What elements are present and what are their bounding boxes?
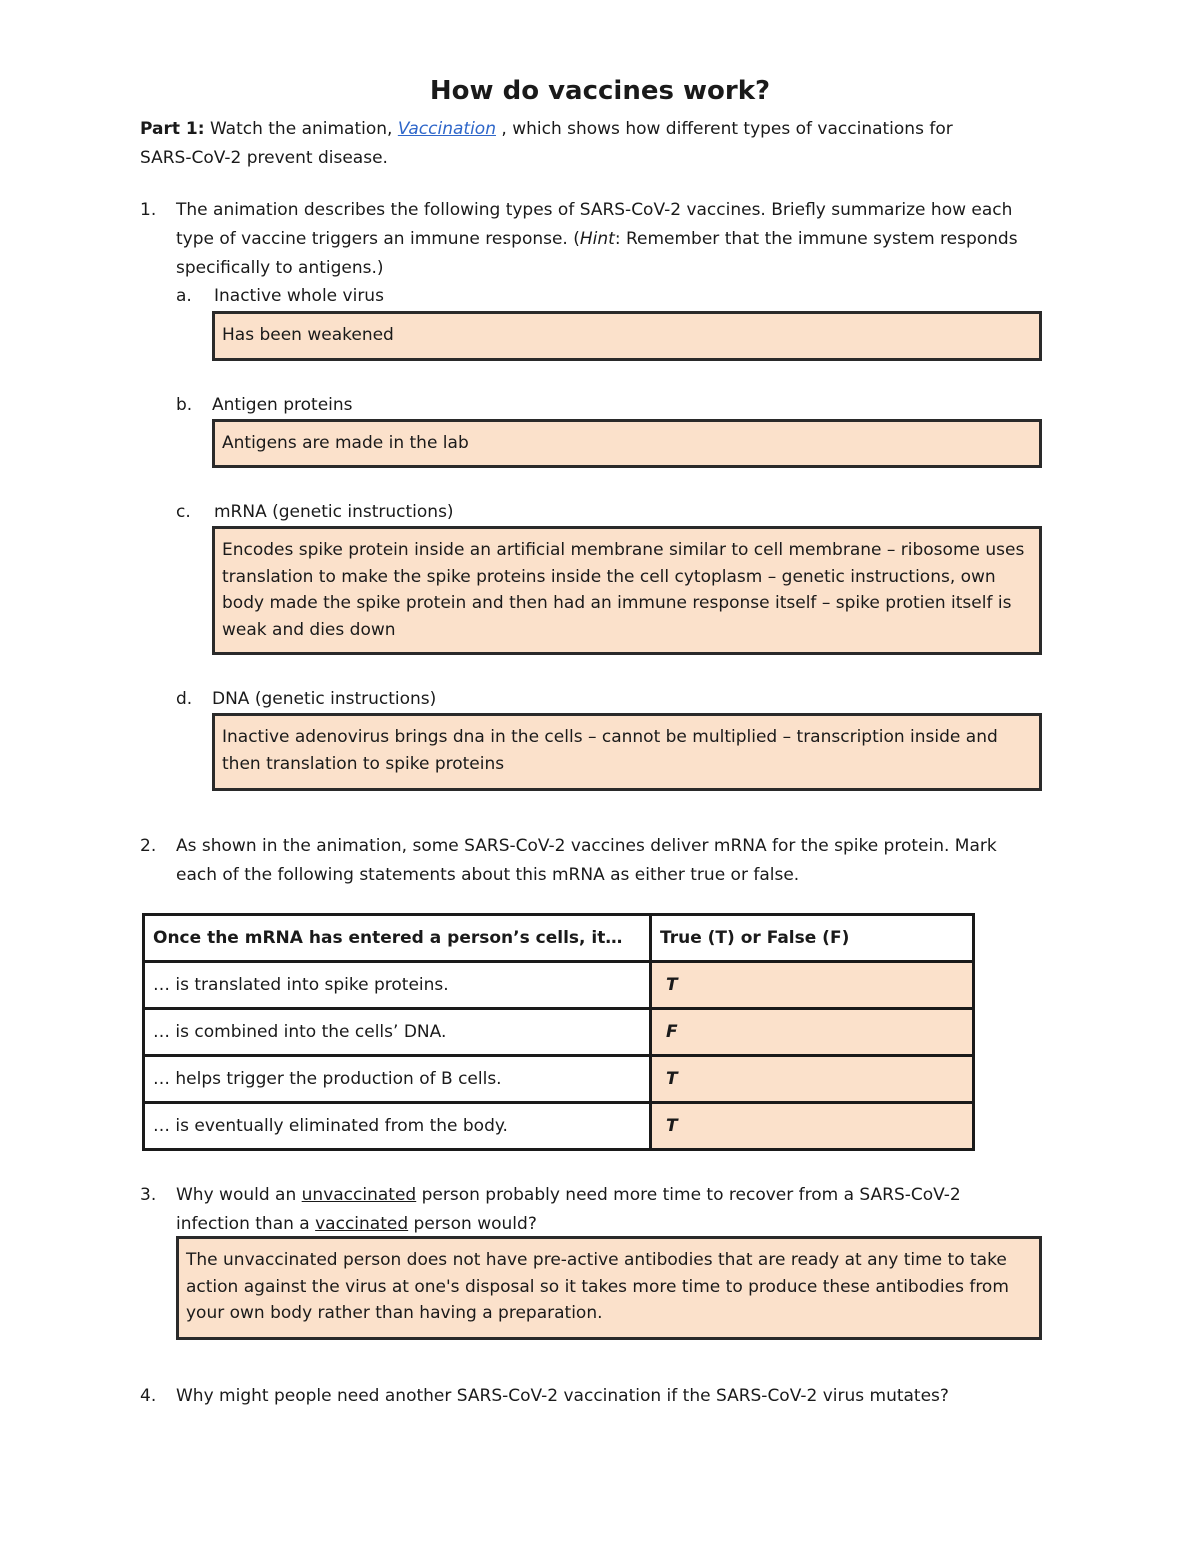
q1-text (176, 196, 1046, 283)
part1-instructions (140, 115, 1040, 173)
q2-line1: As shown in the animation, some SARS-CoV-2 vaccines deliver mRNA for the spike protein. Mark (176, 836, 997, 856)
q1-number: 1. (140, 200, 157, 220)
table-header-answer: True (T) or False (F) (651, 915, 974, 962)
q3-answer-box[interactable]: The unvaccinated person does not have pre-active antibodies that are ready at any time to take action against the virus at one's disposal so it takes more time to produce these antibodies from your own body rather than having a preparation. (176, 1236, 1042, 1340)
statement-cell: … helps trigger the production of B cells. (144, 1056, 651, 1103)
q1-line2-post: : Remember that the immune system responds (614, 229, 1018, 249)
q3-number: 3. (140, 1185, 157, 1205)
table-row (144, 1009, 974, 1056)
statement-cell: … is eventually eliminated from the body. (144, 1103, 651, 1150)
vaccination-link[interactable]: Vaccination (397, 119, 496, 139)
q1b-answer-box[interactable]: Antigens are made in the lab (212, 419, 1042, 468)
q3-line1-post: person probably need more time to recover from a SARS-CoV-2 (421, 1185, 961, 1205)
statement-cell: … is combined into the cells’ DNA. (144, 1009, 651, 1056)
q1d-label: DNA (genetic instructions) (212, 689, 437, 709)
true-false-table (142, 913, 975, 1151)
q1c-label: mRNA (genetic instructions) (214, 502, 454, 522)
table-row (144, 1103, 974, 1150)
q3-line2-post: person would? (413, 1214, 537, 1234)
q2-line2: each of the following statements about this mRNA as either true or false. (176, 865, 800, 885)
part1-text: Watch the animation, (209, 119, 393, 139)
q1c-letter: c. (176, 502, 191, 522)
statement-cell: … is translated into spike proteins. (144, 962, 651, 1009)
part1-text-cont: , which shows how different types of vaccinations for (501, 119, 953, 139)
q3-unvaccinated: unvaccinated (301, 1185, 417, 1205)
answer-cell[interactable]: T (651, 962, 974, 1009)
answer-cell[interactable]: T (651, 1056, 974, 1103)
q3-line2-pre: infection than a (176, 1214, 310, 1234)
q2-number: 2. (140, 836, 157, 856)
q2-text (176, 832, 1046, 890)
q1a-letter: a. (176, 286, 192, 306)
q1b-letter: b. (176, 395, 193, 415)
table-header-row (144, 915, 974, 962)
q1a-answer-box[interactable]: Has been weakened (212, 311, 1042, 361)
q1-line2-pre: type of vaccine triggers an immune response. ( (176, 229, 580, 249)
q1d-letter: d. (176, 689, 193, 709)
table-row (144, 1056, 974, 1103)
table-row (144, 962, 974, 1009)
q3-text (176, 1181, 1046, 1239)
q4-text: Why might people need another SARS-CoV-2 vaccination if the SARS-CoV-2 virus mutates? (176, 1386, 949, 1406)
q1b-label: Antigen proteins (212, 395, 353, 415)
part1-line2: SARS-CoV-2 prevent disease. (140, 148, 388, 168)
q1-line3: specifically to antigens.) (176, 258, 384, 278)
q3-line1-pre: Why would an (176, 1185, 297, 1205)
q4-number: 4. (140, 1386, 157, 1406)
q3-vaccinated: vaccinated (315, 1214, 409, 1234)
q1-hint: Hint (579, 229, 615, 249)
page-title: How do vaccines work? (429, 76, 771, 106)
part1-label: Part 1: (140, 119, 205, 139)
q1-line1: The animation describes the following types of SARS-CoV-2 vaccines. Briefly summarize how each (176, 200, 1013, 220)
q1c-answer-box[interactable]: Encodes spike protein inside an artificial membrane similar to cell membrane – ribosome uses translation to make the spike proteins inside the cell cytoplasm – genetic instructions, own body made the spike protein and then had an immune response itself – spike protien itself is weak and dies down (212, 526, 1042, 655)
answer-cell[interactable]: T (651, 1103, 974, 1150)
answer-cell[interactable]: F (651, 1009, 974, 1056)
q1a-label: Inactive whole virus (214, 286, 384, 306)
q1d-answer-box[interactable]: Inactive adenovirus brings dna in the cells – cannot be multiplied – transcription inside and then translation to spike proteins (212, 713, 1042, 791)
table-header-statement: Once the mRNA has entered a person’s cells, it… (144, 915, 651, 962)
